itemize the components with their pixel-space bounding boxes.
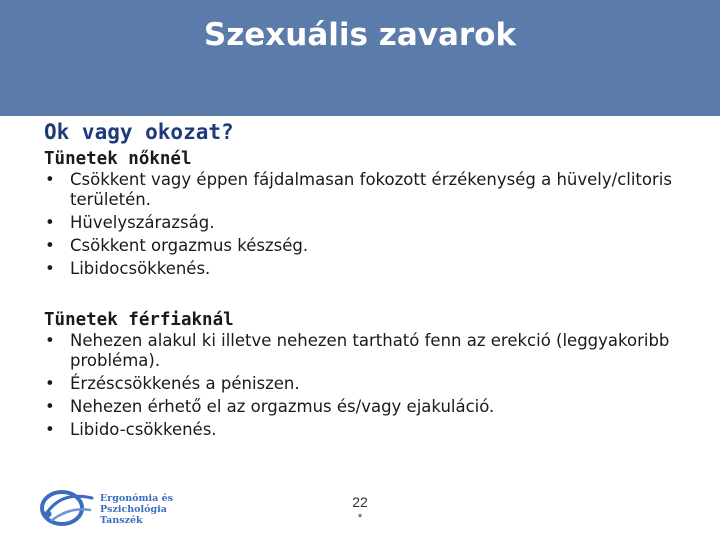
list-item <box>44 331 684 371</box>
bullet-icon: • <box>45 374 55 393</box>
list-item-text: Érzéscsökkenés a péniszen. <box>70 374 300 393</box>
bullet-icon: • <box>45 213 55 232</box>
department-logo <box>38 484 178 530</box>
list-item <box>44 236 684 256</box>
page-number: 22 <box>352 494 368 510</box>
list-item-text: Csökkent vagy éppen fájdalmasan fokozott érzékenység a hüvely/clitoris területén. <box>70 170 672 209</box>
list-item <box>44 420 684 440</box>
bullet-icon: • <box>45 420 55 439</box>
bullet-icon: • <box>45 259 55 278</box>
list-item <box>44 397 684 417</box>
logo-line: Ergonómia és <box>100 493 173 504</box>
bullet-icon: • <box>45 397 55 416</box>
bullet-icon: • <box>45 170 55 189</box>
logo-line: Pszichológia <box>100 504 167 515</box>
bullet-icon: • <box>45 236 55 255</box>
logo-text <box>100 493 173 526</box>
men-symptoms-heading: Tünetek férfiaknál <box>44 310 234 330</box>
page-mark: * <box>357 512 363 524</box>
list-item-text: Hüvelyszárazság. <box>70 213 215 232</box>
list-item-text: Nehezen alakul ki illetve nehezen tartható fenn az erekció (leggyakoribb probléma). <box>70 331 670 370</box>
list-item-text: Libido-csökkenés. <box>70 420 217 439</box>
list-item-text: Libidocsökkenés. <box>70 259 211 278</box>
list-item <box>44 259 684 279</box>
logo-line: Tanszék <box>100 515 143 526</box>
list-item <box>44 213 684 233</box>
list-item <box>44 374 684 394</box>
title-band <box>0 0 720 116</box>
women-symptoms-heading: Tünetek nőknél <box>44 149 192 169</box>
men-symptoms-section <box>44 309 684 443</box>
list-item-text: Csökkent orgazmus készség. <box>70 236 309 255</box>
women-symptoms-list <box>44 170 684 279</box>
logo-emblem-icon <box>38 484 98 530</box>
women-symptoms-section <box>44 148 684 282</box>
list-item <box>44 170 684 210</box>
list-item-text: Nehezen érhető el az orgazmus és/vagy ejakuláció. <box>70 397 495 416</box>
bullet-icon: • <box>45 331 55 350</box>
slide-subtitle: Ok vagy okozat? <box>44 120 234 144</box>
slide-title: Szexuális zavarok <box>203 17 517 53</box>
men-symptoms-list <box>44 331 684 440</box>
